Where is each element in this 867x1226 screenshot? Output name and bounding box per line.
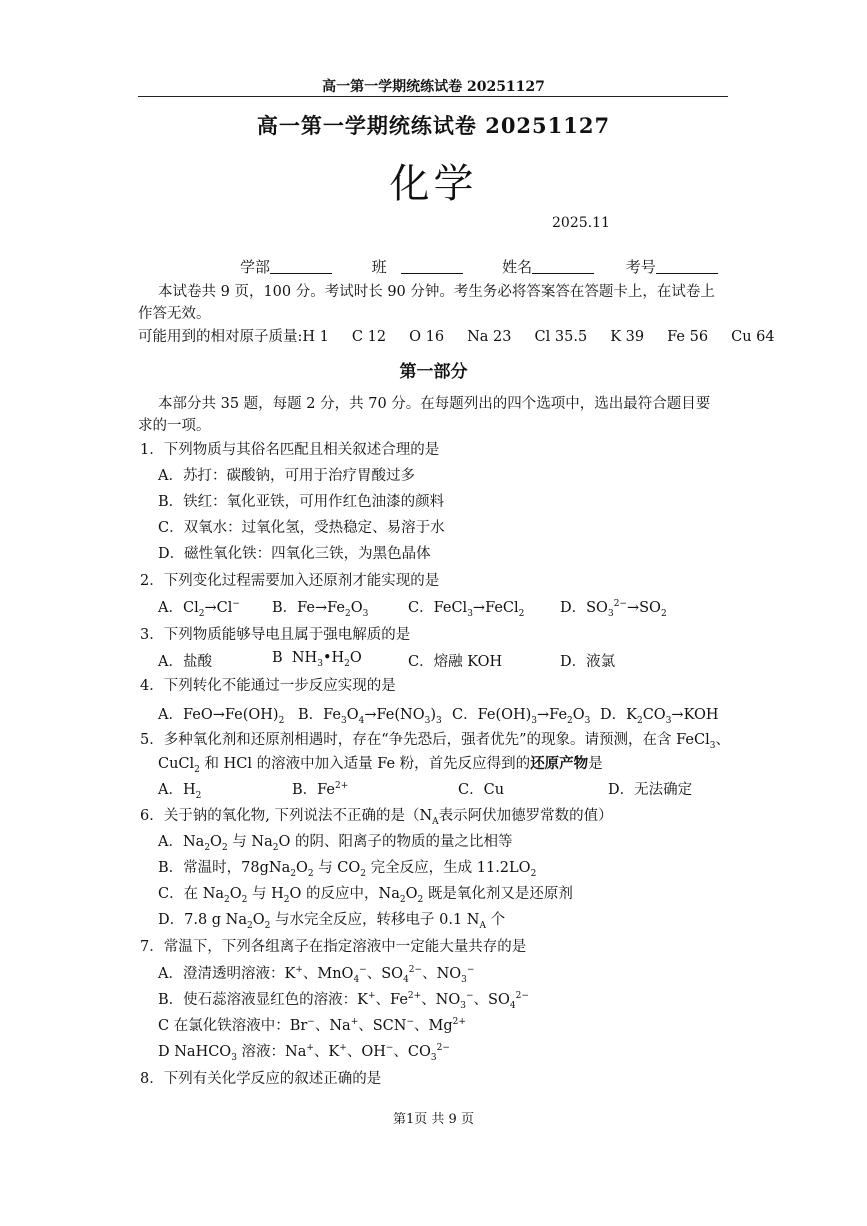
q5-option-b: B．$Fe^{2+}$ xyxy=(292,781,349,798)
q6-stem: 6．关于钠的氧化物, 下列说法不正确的是（$N_A$表示阿伏加德罗常数的值） xyxy=(140,808,613,827)
name-label: 姓名 xyxy=(502,258,533,276)
q6-option-c: C．在 $Na_2O_2$ 与 $H_2O$ 的反应中，$Na_2O_2$ 既是氧化剂又是还原剂 xyxy=(158,886,573,905)
class-blank[interactable] xyxy=(401,259,463,274)
q5-stem-line2: CuCl$_2$ 和 HCl 的溶液中加入适量 Fe 粉，首先反应得到的还原产物是 xyxy=(158,755,603,775)
q6-option-a: A．$Na_2O_2$ 与 $Na_2O$ 的阴、阳离子的物质的量之比相等 xyxy=(158,834,513,853)
q8-stem: 8．下列有关化学反应的叙述正确的是 xyxy=(140,1071,382,1087)
exam-no-blank[interactable] xyxy=(656,259,718,274)
name-blank[interactable] xyxy=(532,259,594,274)
atomic-mass-line: 可能用到的相对原子质量:H 1 C 12 O 16 Na 23 Cl 35.5 K 39 Fe 56 Cu 64 xyxy=(138,329,775,345)
header-rule xyxy=(138,96,728,97)
q1-option-d: D．磁性氧化铁：四氧化三铁，为黑色晶体 xyxy=(158,546,431,562)
q5-option-d: D．无法确定 xyxy=(608,782,693,798)
q7-stem: 7．常温下，下列各组离子在指定溶液中一定能大量共存的是 xyxy=(140,939,527,955)
subject-title: 化学 xyxy=(389,161,478,207)
q4-option-a: A．$FeO\to Fe(OH)_2$ xyxy=(158,707,285,726)
q2-option-a: A．$Cl_2\to Cl^-$ xyxy=(158,599,240,619)
q4-option-b: B．$Fe_3O_4\to Fe(NO_3)_3$ xyxy=(298,707,442,726)
q7-option-b: B．使石蕊溶液显红色的溶液：K+、$Fe^{2+}$、$NO_3^-$、$SO_4^{2-}$ xyxy=(158,991,529,1011)
q1-option-c: C．双氧水：过氧化氢，受热稳定、易溶于水 xyxy=(158,520,445,536)
q4-option-c: C．$Fe(OH)_3\to Fe_2O_3$ xyxy=(452,707,591,726)
q7-option-c: C 在氯化铁溶液中：Br−、Na+、SCN−、$Mg^{2+}$ xyxy=(158,1017,466,1034)
exam-no-label: 考号 xyxy=(625,258,656,276)
q2-stem: 2．下列变化过程需要加入还原剂才能实现的是 xyxy=(140,573,440,589)
q6-option-d: D．7.8 g $Na_2O_2$ 与水完全反应，转移电子 0.1 $N_A$ 个 xyxy=(158,912,506,931)
q2-option-d: D．$SO_3^{2-}\to SO_2$ xyxy=(560,599,667,619)
running-header: 高一第一学期统练试卷 20251127 xyxy=(322,79,545,95)
q5-option-c: C．Cu xyxy=(458,782,505,798)
page-footer: 第1页 共 9 页 xyxy=(393,1112,474,1127)
q5-stem-line1: 5．多种氧化剂和还原剂相遇时，存在“争先恐后，强者优先”的现象。请预测，在含 FeCl$_3$、 xyxy=(140,732,730,751)
intro-line2: 作答无效。 xyxy=(138,306,211,322)
exam-date: 2025.11 xyxy=(552,215,610,231)
q4-option-d: D．$K_2CO_3\to KOH$ xyxy=(600,707,719,726)
q3-stem: 3．下列物质能够导电且属于强电解质的是 xyxy=(140,627,411,643)
q3-option-b: B $NH_3•H_2O$ xyxy=(272,650,362,669)
class-label: 班 xyxy=(371,258,387,276)
intro-line1: 本试卷共 9 页，100 分。考试时长 90 分钟。考生务必将答案答在答题卡上，在试卷上 xyxy=(158,284,715,300)
q1-stem: 1．下列物质与其俗名匹配且相关叙述合理的是 xyxy=(140,442,440,458)
student-info-fields xyxy=(240,256,718,277)
q1-option-a: A．苏打：碳酸钠，可用于治疗胃酸过多 xyxy=(158,468,415,484)
q4-stem: 4．下列转化不能通过一步反应实现的是 xyxy=(140,678,396,694)
q6-option-b: B．常温时，$78gNa_2O_2$ 与 $CO_2$ 完全反应，生成 $11.2LO_2$ xyxy=(158,860,537,879)
dept-blank[interactable] xyxy=(270,259,332,274)
q5-option-a: A．$H_2$ xyxy=(158,782,202,801)
section-desc2: 求的一项。 xyxy=(138,418,211,434)
q3-option-d: D．液氯 xyxy=(560,654,616,670)
q7-option-d: D NaHCO$_3$ 溶液：Na+、K+、OH−、$CO_3^{2-}$ xyxy=(158,1043,450,1063)
q3-option-a: A．盐酸 xyxy=(158,654,212,670)
section-desc1: 本部分共 35 题，每题 2 分，共 70 分。在每题列出的四个选项中，选出最符合题目要 xyxy=(158,396,711,412)
q1-option-b: B．铁红：氧化亚铁，可用作红色油漆的颜料 xyxy=(158,494,445,510)
dept-label: 学部 xyxy=(240,258,271,276)
q2-option-c: C．FeCl$_3$→FeCl$_2$ xyxy=(408,600,525,619)
q2-option-b: B．$Fe\to Fe_2O_3$ xyxy=(272,600,369,619)
section-title: 第一部分 xyxy=(399,362,468,382)
q3-option-c: C．熔融 KOH xyxy=(408,654,503,670)
q7-option-a: A．澄清透明溶液：K+、MnO$_4$−、$SO_4^{2-}$、$NO_3^-$ xyxy=(158,965,475,985)
exam-title: 高一第一学期统练试卷 20251127 xyxy=(256,113,611,138)
